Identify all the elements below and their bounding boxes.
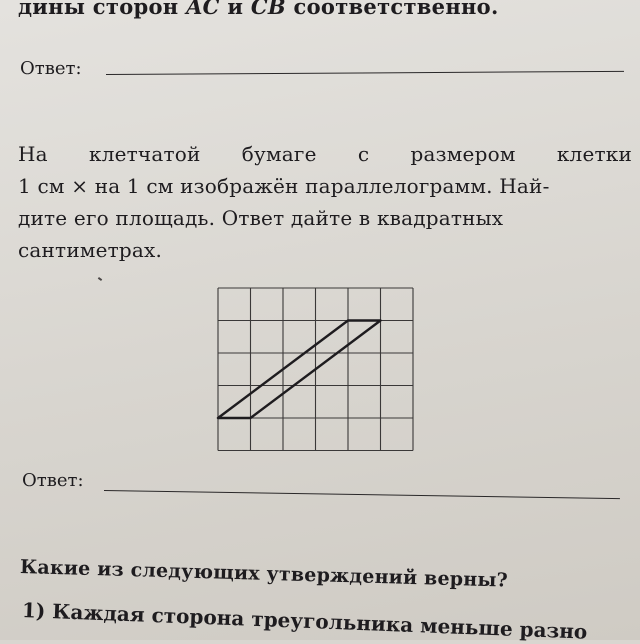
side-cb: CB <box>250 0 286 19</box>
previous-answer-line <box>106 71 624 75</box>
next-item-1: 1) Каждая сторона треугольника меньше разно <box>21 598 588 644</box>
grid-figure <box>214 284 416 456</box>
next-question: Какие из следующих утверждений верны? <box>19 556 509 592</box>
previous-answer-label: Ответ: <box>20 58 82 79</box>
task-line-4: сантиметрах. <box>18 238 163 262</box>
pencil-mark <box>98 277 102 281</box>
task-line-2: 1 см × на 1 см изображён параллелограмм. Най- <box>18 174 550 198</box>
parallelogram <box>218 321 381 419</box>
previous-task-tail: дины сторон AC и CB соответственно. <box>18 0 499 19</box>
task-line-1: На клетчатой бумаге с размером клетки <box>18 142 632 166</box>
task-answer-label: Ответ: <box>22 470 84 491</box>
task-answer-line <box>104 490 620 499</box>
side-ac: AC <box>186 0 220 19</box>
task-line-3: дите его площадь. Ответ дайте в квадратных <box>18 206 504 230</box>
task-statement <box>18 138 632 266</box>
